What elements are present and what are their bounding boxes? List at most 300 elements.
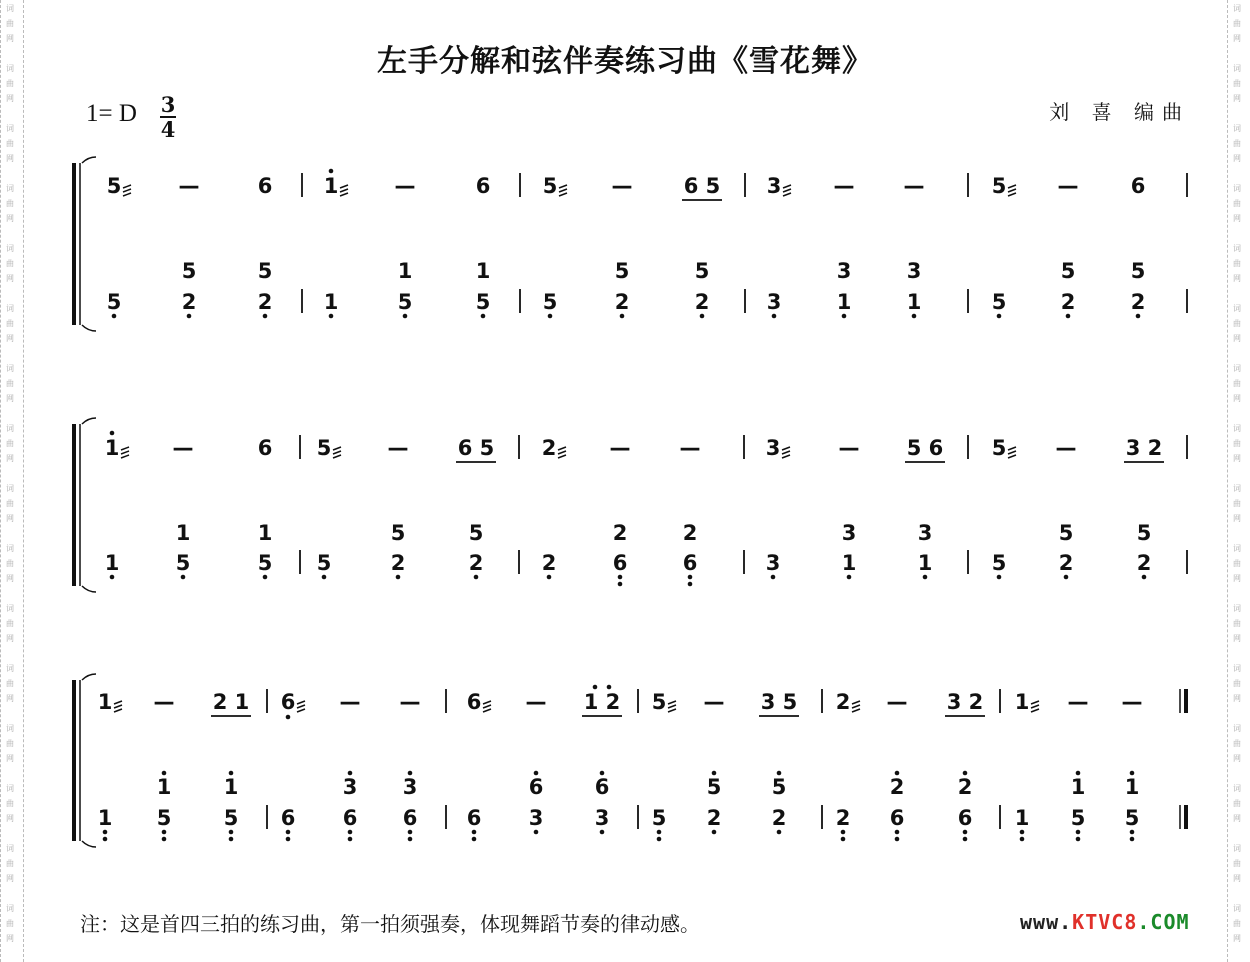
octave-dot xyxy=(408,837,413,842)
tremolo-mark xyxy=(297,701,305,712)
melody-note: 6 xyxy=(475,174,491,198)
dash: — xyxy=(611,174,633,198)
octave-dot xyxy=(548,314,553,319)
octave-dot xyxy=(600,771,605,776)
melody-note: 2 xyxy=(835,690,851,714)
octave-dot xyxy=(286,837,291,842)
watermark-glyph: 网 xyxy=(1233,34,1241,43)
octave-dot xyxy=(912,314,917,319)
bass-note: 2 xyxy=(614,290,630,314)
watermark-glyph: 曲 xyxy=(1233,79,1241,88)
octave-dot xyxy=(263,575,268,580)
octave-dot xyxy=(895,771,900,776)
watermark-glyph: 词 xyxy=(1233,244,1241,253)
bass-note: 2 xyxy=(468,551,484,575)
bass-note: 5 xyxy=(1136,521,1152,545)
octave-dot xyxy=(187,314,192,319)
octave-dot xyxy=(895,830,900,835)
melody-note: 6 xyxy=(1130,174,1146,198)
watermark-glyph: 曲 xyxy=(1233,919,1241,928)
octave-dot xyxy=(474,575,479,580)
watermark-glyph: 网 xyxy=(6,934,14,943)
bass-note: 5 xyxy=(1124,806,1140,830)
watermark-glyph: 网 xyxy=(6,814,14,823)
octave-dot xyxy=(847,575,852,580)
bass-note: 5 xyxy=(223,806,239,830)
tremolo-mark xyxy=(782,447,790,458)
bracket-hook-bottom xyxy=(82,841,96,847)
tremolo-mark xyxy=(558,447,566,458)
octave-dot xyxy=(534,830,539,835)
octave-dot xyxy=(842,314,847,319)
bass-note: 3 xyxy=(836,259,852,283)
watermark-glyph: 曲 xyxy=(1233,739,1241,748)
octave-dot xyxy=(777,830,782,835)
dash: — xyxy=(1121,690,1143,714)
bass-note: 3 xyxy=(841,521,857,545)
bass-note: 5 xyxy=(991,551,1007,575)
bass-note: 1 xyxy=(397,259,413,283)
watermark-glyph: 网 xyxy=(1233,274,1241,283)
watermark-glyph: 网 xyxy=(6,274,14,283)
watermark-glyph: 网 xyxy=(1233,934,1241,943)
melody-note: 3 2 xyxy=(946,690,984,714)
octave-dot xyxy=(688,575,693,580)
watermark-glyph: 曲 xyxy=(1233,799,1241,808)
bass-note: 5 xyxy=(175,551,191,575)
octave-dot xyxy=(408,771,413,776)
bass-note: 5 xyxy=(475,290,491,314)
octave-dot xyxy=(593,685,598,690)
dash: — xyxy=(903,174,925,198)
watermark-glyph: 词 xyxy=(1233,604,1241,613)
watermark-glyph: 曲 xyxy=(6,859,14,868)
bass-note: 2 xyxy=(390,551,406,575)
tremolo-mark xyxy=(852,701,860,712)
watermark-glyph: 词 xyxy=(1233,484,1241,493)
octave-dot xyxy=(103,837,108,842)
bass-note: 5 xyxy=(542,290,558,314)
bass-note: 1 xyxy=(97,806,113,830)
octave-dot xyxy=(1076,837,1081,842)
watermark-glyph: 词 xyxy=(1233,184,1241,193)
melody-note: 5 xyxy=(106,174,122,198)
watermark-glyph: 曲 xyxy=(1233,499,1241,508)
bass-note: 2 xyxy=(694,290,710,314)
bass-note: 6 xyxy=(528,775,544,799)
octave-dot xyxy=(1066,314,1071,319)
octave-dot xyxy=(997,314,1002,319)
melody-note: 1 2 xyxy=(583,690,621,714)
bass-note: 1 xyxy=(156,775,172,799)
watermark-glyph: 网 xyxy=(1233,754,1241,763)
melody-note: 5 xyxy=(542,174,558,198)
bass-note: 3 xyxy=(765,551,781,575)
site-logo xyxy=(1020,910,1190,934)
bass-note: 5 xyxy=(397,290,413,314)
octave-dot xyxy=(162,830,167,835)
watermark-glyph: 网 xyxy=(6,694,14,703)
watermark-glyph: 网 xyxy=(1233,634,1241,643)
watermark-glyph: 网 xyxy=(1233,874,1241,883)
bass-note: 2 xyxy=(612,521,628,545)
octave-dot xyxy=(1130,771,1135,776)
bass-note: 1 xyxy=(917,551,933,575)
melody-note: 1 xyxy=(104,436,120,460)
bass-note: 2 xyxy=(957,775,973,799)
watermark-glyph: 曲 xyxy=(6,379,14,388)
octave-dot xyxy=(841,837,846,842)
dash: — xyxy=(153,690,175,714)
site-logo-tld: .COM xyxy=(1137,910,1190,934)
bass-note: 6 xyxy=(889,806,905,830)
bracket-hook-top xyxy=(82,674,96,680)
octave-dot xyxy=(112,314,117,319)
dash: — xyxy=(609,436,631,460)
watermark-glyph: 网 xyxy=(1233,694,1241,703)
octave-dot xyxy=(895,837,900,842)
bass-note: 5 xyxy=(257,259,273,283)
bass-note: 2 xyxy=(1058,551,1074,575)
watermark-glyph: 网 xyxy=(6,454,14,463)
tremolo-mark xyxy=(1031,701,1039,712)
watermark-glyph: 曲 xyxy=(6,439,14,448)
bass-note: 1 xyxy=(1124,775,1140,799)
octave-dot xyxy=(841,830,846,835)
tremolo-mark xyxy=(1008,185,1016,196)
watermark-glyph: 词 xyxy=(6,904,14,913)
watermark-glyph: 网 xyxy=(6,34,14,43)
bracket-hook-bottom xyxy=(82,586,96,592)
bass-note: 2 xyxy=(835,806,851,830)
site-logo-domain: KTVC8 xyxy=(1072,910,1138,934)
bass-note: 1 xyxy=(104,551,120,575)
octave-dot xyxy=(771,575,776,580)
watermark-glyph: 网 xyxy=(1233,814,1241,823)
watermark-glyph: 曲 xyxy=(6,679,14,688)
bass-note: 5 xyxy=(651,806,667,830)
watermark-glyph: 网 xyxy=(1233,214,1241,223)
watermark-glyph: 词 xyxy=(1233,844,1241,853)
bracket-hook-top xyxy=(82,157,96,163)
watermark-glyph: 词 xyxy=(6,244,14,253)
watermark-glyph: 词 xyxy=(1233,364,1241,373)
bass-note: 5 xyxy=(694,259,710,283)
tremolo-mark xyxy=(121,447,129,458)
bass-note: 2 xyxy=(541,551,557,575)
dash: — xyxy=(525,690,547,714)
watermark-glyph: 网 xyxy=(6,154,14,163)
tremolo-mark xyxy=(668,701,676,712)
melody-note: 3 xyxy=(766,174,782,198)
dash: — xyxy=(703,690,725,714)
tremolo-mark xyxy=(1008,447,1016,458)
watermark-glyph: 词 xyxy=(1233,64,1241,73)
watermark-glyph: 曲 xyxy=(6,559,14,568)
octave-dot xyxy=(472,837,477,842)
melody-note: 5 xyxy=(991,174,1007,198)
octave-dot xyxy=(1076,830,1081,835)
watermark-glyph: 词 xyxy=(1233,784,1241,793)
watermark-glyph: 词 xyxy=(6,4,14,13)
octave-dot xyxy=(923,575,928,580)
bass-note: 5 xyxy=(257,551,273,575)
bass-note: 1 xyxy=(1070,775,1086,799)
octave-dot xyxy=(286,715,291,720)
bass-note: 5 xyxy=(991,290,1007,314)
dash: — xyxy=(387,436,409,460)
watermark-glyph: 词 xyxy=(6,724,14,733)
octave-dot xyxy=(1020,830,1025,835)
watermark-glyph: 曲 xyxy=(6,199,14,208)
watermark-glyph: 曲 xyxy=(6,799,14,808)
octave-dot xyxy=(620,314,625,319)
watermark-glyph: 词 xyxy=(6,544,14,553)
octave-dot xyxy=(997,575,1002,580)
bracket-hook-top xyxy=(82,418,96,424)
bass-note: 5 xyxy=(106,290,122,314)
octave-dot xyxy=(181,575,186,580)
octave-dot xyxy=(229,830,234,835)
bass-note: 1 xyxy=(841,551,857,575)
octave-dot xyxy=(1136,314,1141,319)
octave-dot xyxy=(263,314,268,319)
bass-note: 2 xyxy=(1136,551,1152,575)
watermark-glyph: 网 xyxy=(6,214,14,223)
dash: — xyxy=(679,436,701,460)
bass-note: 6 xyxy=(342,806,358,830)
melody-note: 5 xyxy=(316,436,332,460)
melody-note: 5 xyxy=(651,690,667,714)
watermark-glyph: 曲 xyxy=(1233,19,1241,28)
tremolo-mark xyxy=(333,447,341,458)
watermark-glyph: 网 xyxy=(1233,334,1241,343)
bass-note: 2 xyxy=(771,806,787,830)
site-logo-www: www. xyxy=(1020,910,1073,934)
melody-note: 6 xyxy=(466,690,482,714)
performance-note: 注：这是首四三拍的练习曲，第一拍须强奏，体现舞蹈节奏的律动感。 xyxy=(80,912,700,936)
bass-note: 5 xyxy=(1058,521,1074,545)
watermark-glyph: 曲 xyxy=(1233,379,1241,388)
octave-dot xyxy=(1142,575,1147,580)
bass-note: 1 xyxy=(223,775,239,799)
watermark-glyph: 网 xyxy=(6,574,14,583)
watermark-glyph: 网 xyxy=(1233,154,1241,163)
watermark-glyph: 网 xyxy=(6,94,14,103)
bass-note: 2 xyxy=(682,521,698,545)
octave-dot xyxy=(103,830,108,835)
watermark-glyph: 曲 xyxy=(6,139,14,148)
melody-note: 1 xyxy=(97,690,113,714)
dash: — xyxy=(833,174,855,198)
watermark-glyph: 曲 xyxy=(1233,619,1241,628)
bass-note: 3 xyxy=(917,521,933,545)
bass-note: 5 xyxy=(181,259,197,283)
watermark-glyph: 曲 xyxy=(1233,139,1241,148)
melody-note: 5 6 xyxy=(906,436,944,460)
octave-dot xyxy=(1076,771,1081,776)
watermark-glyph: 曲 xyxy=(1233,319,1241,328)
octave-dot xyxy=(657,837,662,842)
dash: — xyxy=(1067,690,1089,714)
octave-dot xyxy=(286,830,291,835)
watermark-glyph: 词 xyxy=(6,124,14,133)
dash: — xyxy=(399,690,421,714)
watermark-glyph: 词 xyxy=(1233,124,1241,133)
dash: — xyxy=(339,690,361,714)
watermark-glyph: 词 xyxy=(6,484,14,493)
bass-note: 2 xyxy=(257,290,273,314)
watermark-glyph: 词 xyxy=(1233,724,1241,733)
melody-note: 2 1 xyxy=(212,690,250,714)
watermark-glyph: 网 xyxy=(6,514,14,523)
tremolo-mark xyxy=(114,701,122,712)
watermark-glyph: 词 xyxy=(1233,904,1241,913)
melody-note: 6 5 xyxy=(683,174,721,198)
watermark-glyph: 曲 xyxy=(6,739,14,748)
bass-note: 3 xyxy=(402,775,418,799)
octave-dot xyxy=(700,314,705,319)
bass-note: 1 xyxy=(1014,806,1030,830)
bass-note: 6 xyxy=(594,775,610,799)
melody-note: 6 5 xyxy=(457,436,495,460)
watermark-glyph: 网 xyxy=(1233,394,1241,403)
tremolo-mark xyxy=(123,185,131,196)
octave-dot xyxy=(534,771,539,776)
octave-dot xyxy=(657,830,662,835)
octave-dot xyxy=(963,837,968,842)
bass-note: 1 xyxy=(257,521,273,545)
bass-note: 6 xyxy=(280,806,296,830)
watermark-glyph: 曲 xyxy=(6,619,14,628)
octave-dot xyxy=(396,575,401,580)
bass-note: 5 xyxy=(1130,259,1146,283)
melody-note: 3 5 xyxy=(760,690,798,714)
octave-dot xyxy=(712,830,717,835)
bass-note: 5 xyxy=(1060,259,1076,283)
watermark-glyph: 词 xyxy=(1233,4,1241,13)
watermark-glyph: 词 xyxy=(6,184,14,193)
bass-note: 5 xyxy=(614,259,630,283)
composer-credit: 刘 喜 编曲 xyxy=(1049,100,1190,124)
octave-dot xyxy=(618,575,623,580)
bass-note: 1 xyxy=(175,521,191,545)
melody-note: 3 2 xyxy=(1125,436,1163,460)
octave-dot xyxy=(348,837,353,842)
bass-note: 1 xyxy=(906,290,922,314)
octave-dot xyxy=(229,837,234,842)
octave-dot xyxy=(329,169,334,174)
octave-dot xyxy=(110,431,115,436)
watermark-glyph: 网 xyxy=(6,634,14,643)
bass-note: 2 xyxy=(889,775,905,799)
watermark-glyph: 词 xyxy=(6,64,14,73)
octave-dot xyxy=(348,771,353,776)
bass-note: 6 xyxy=(402,806,418,830)
time-signature-bottom: 4 xyxy=(160,117,176,142)
melody-note: 2 xyxy=(541,436,557,460)
octave-dot xyxy=(600,830,605,835)
octave-dot xyxy=(348,830,353,835)
bass-note: 6 xyxy=(957,806,973,830)
octave-dot xyxy=(772,314,777,319)
watermark-glyph: 曲 xyxy=(1233,859,1241,868)
watermark-glyph: 曲 xyxy=(6,79,14,88)
watermark-glyph: 词 xyxy=(1233,304,1241,313)
octave-dot xyxy=(403,314,408,319)
watermark-glyph: 曲 xyxy=(1233,679,1241,688)
bass-note: 6 xyxy=(466,806,482,830)
watermark-glyph: 词 xyxy=(6,844,14,853)
melody-note: 6 xyxy=(257,174,273,198)
bass-note: 5 xyxy=(156,806,172,830)
octave-dot xyxy=(162,837,167,842)
octave-dot xyxy=(1130,830,1135,835)
melody-note: 3 xyxy=(765,436,781,460)
watermark-glyph: 词 xyxy=(1233,664,1241,673)
octave-dot xyxy=(963,771,968,776)
bracket-hook-bottom xyxy=(82,325,96,331)
watermark-glyph: 词 xyxy=(6,664,14,673)
octave-dot xyxy=(688,582,693,587)
bass-note: 2 xyxy=(181,290,197,314)
melody-note: 6 xyxy=(280,690,296,714)
dash: — xyxy=(1055,436,1077,460)
octave-dot xyxy=(1130,837,1135,842)
bass-note: 1 xyxy=(836,290,852,314)
octave-dot xyxy=(229,771,234,776)
octave-dot xyxy=(963,830,968,835)
bass-note: 6 xyxy=(612,551,628,575)
watermark-glyph: 曲 xyxy=(6,499,14,508)
watermark-glyph: 网 xyxy=(1233,454,1241,463)
bass-note: 2 xyxy=(1060,290,1076,314)
bass-note: 6 xyxy=(682,551,698,575)
watermark-glyph: 词 xyxy=(6,304,14,313)
dash: — xyxy=(886,690,908,714)
watermark-glyph: 词 xyxy=(6,784,14,793)
bass-note: 3 xyxy=(766,290,782,314)
watermark-glyph: 曲 xyxy=(1233,559,1241,568)
time-signature-top: 3 xyxy=(160,92,176,117)
octave-dot xyxy=(481,314,486,319)
octave-dot xyxy=(777,771,782,776)
octave-dot xyxy=(1020,837,1025,842)
octave-dot xyxy=(607,685,612,690)
watermark-glyph: 曲 xyxy=(6,19,14,28)
watermark-glyph: 网 xyxy=(1233,514,1241,523)
bass-note: 2 xyxy=(1130,290,1146,314)
watermark-glyph: 曲 xyxy=(6,919,14,928)
watermark-glyph: 网 xyxy=(6,754,14,763)
watermark-glyph: 网 xyxy=(6,334,14,343)
tremolo-mark xyxy=(559,185,567,196)
octave-dot xyxy=(547,575,552,580)
octave-dot xyxy=(329,314,334,319)
score-title: 左手分解和弦伴奏练习曲《雪花舞》 xyxy=(377,44,873,79)
dash: — xyxy=(838,436,860,460)
bass-note: 1 xyxy=(323,290,339,314)
dash: — xyxy=(172,436,194,460)
watermark-glyph: 词 xyxy=(6,604,14,613)
bass-note: 5 xyxy=(706,775,722,799)
dash: — xyxy=(394,174,416,198)
watermark-glyph: 曲 xyxy=(1233,259,1241,268)
bass-note: 3 xyxy=(528,806,544,830)
watermark-glyph: 曲 xyxy=(6,259,14,268)
bass-note: 5 xyxy=(316,551,332,575)
bass-note: 5 xyxy=(468,521,484,545)
